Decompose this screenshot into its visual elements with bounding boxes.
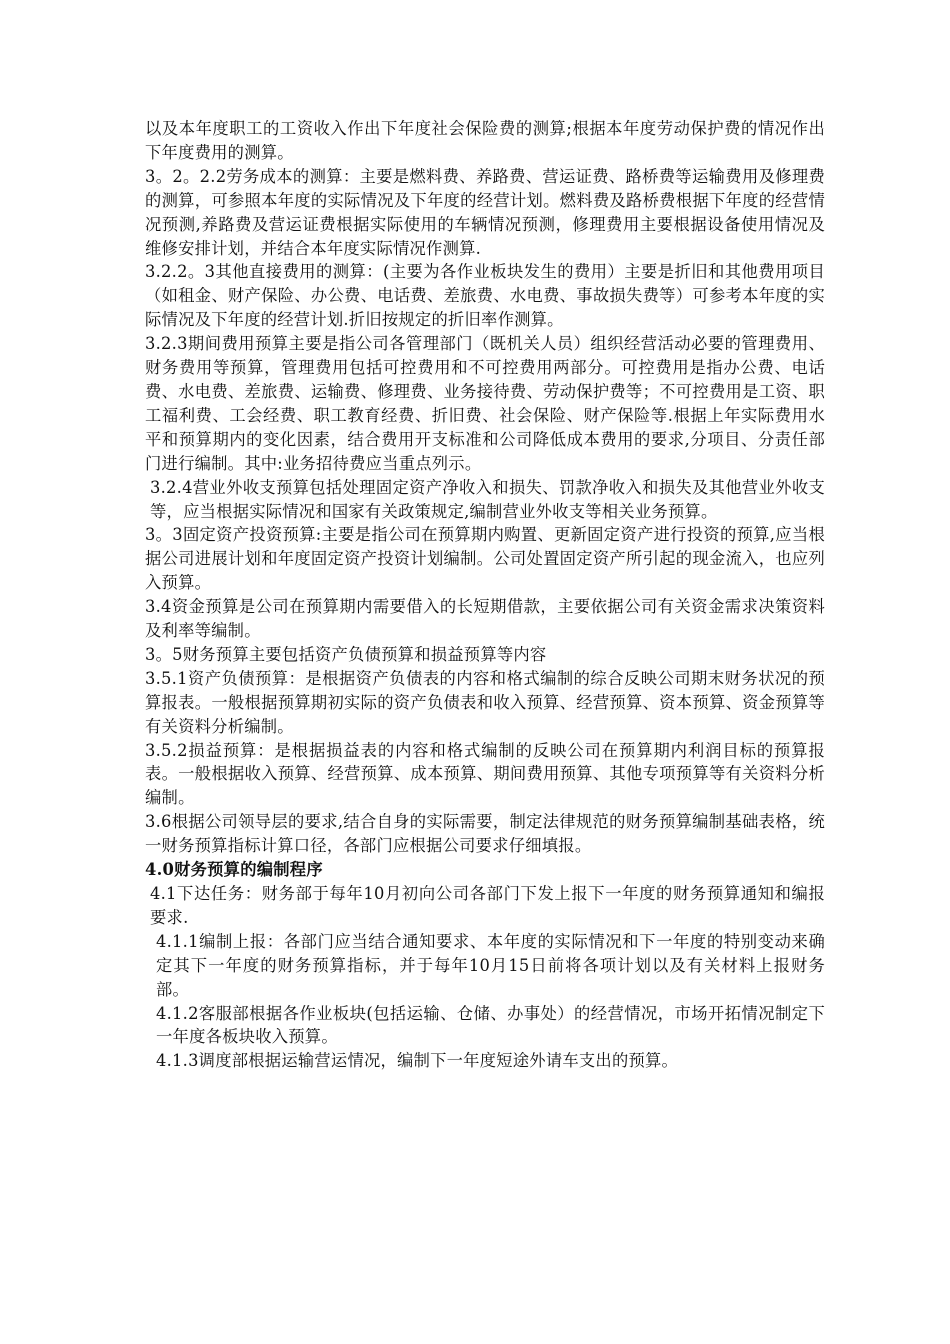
paragraph-3-2-2-2: 3。2。2.2劳务成本的测算：主要是燃料费、养路费、营运证费、路桥费等运输费用及修理费的测算，可参照本年度的实际情况及下年度的经营计划。燃料费及路桥费根据下年度的经营情况预测,养路费及营运证费根据实际使用的车辆情况预测，修理费用主要根据设备使用情况及维修安排计划，并结合本年度实际情况作测算. — [145, 166, 825, 258]
paragraph-4-1-3: 4.1.3调度部根据运输营运情况，编制下一年度短途外请车支出的预算。 — [156, 1051, 679, 1071]
paragraph-3-4: 3.4资金预算是公司在预算期内需要借入的长短期借款，主要依据公司有关资金需求决策资料及利率等编制。 — [145, 597, 825, 641]
paragraph-4-1-2: 4.1.2客服部根据各作业板块(包括运输、仓储、办事处）的经营情况，市场开拓情况制定下一年度各板块收入预算。 — [156, 1003, 825, 1047]
paragraph-social-insurance: 以及本年度职工的工资收入作出下年度社会保险费的测算;根据本年度劳动保护费的情况作出下年度费用的测算。 — [145, 119, 825, 162]
paragraph-3-5-1: 3.5.1资产负债预算：是根据资产负债表的内容和格式编制的综合反映公司期末财务状况的预算报表。一般根据预算期初实际的资产负债表和收入预算、经营预算、资本预算、资金预算等有关资料分析编制。 — [145, 668, 825, 736]
paragraph-4-1-1: 4.1.1编制上报：各部门应当结合通知要求、本年度的实际情况和下一年度的特别变动来确定其下一年度的财务预算指标，并于每年10月15日前将各项计划以及有关材料上报财务部。 — [156, 931, 825, 999]
paragraph-3-2-4: 3.2.4营业外收支预算包括处理固定资产净收入和损失、罚款净收入和损失及其他营业外收支等，应当根据实际情况和国家有关政策规定,编制营业外收支等相关业务预算。 — [150, 477, 825, 521]
paragraph-3-5-2: 3.5.2损益预算：是根据损益表的内容和格式编制的反映公司在预算期内利润目标的预算报表。一般根据收入预算、经营预算、成本预算、期间费用预算、其他专项预算等有关资料分析编制。 — [145, 740, 825, 808]
paragraph-3-5: 3。5财务预算主要包括资产负债预算和损益预算等内容 — [145, 644, 547, 664]
paragraph-4-1: 4.1下达任务：财务部于每年10月初向公司各部门下发上报下一年度的财务预算通知和编报要求. — [150, 884, 825, 927]
section-heading-4-0: 4.0财务预算的编制程序 — [145, 860, 323, 880]
document-body — [145, 117, 825, 1073]
paragraph-3-3: 3。3固定资产投资预算:主要是指公司在预算期内购置、更新固定资产进行投资的预算,应当根据公司进展计划和年度固定资产投资计划编制。公司处置固定资产所引起的现金流入，也应列入预算。 — [145, 525, 825, 593]
paragraph-3-6: 3.6根据公司领导层的要求,结合自身的实际需要，制定法律规范的财务预算编制基础表格，统一财务预算指标计算口径，各部门应根据公司要求仔细填报。 — [145, 812, 825, 856]
paragraph-3-2-2-3: 3.2.2。3其他直接费用的测算：(主要为各作业板块发生的费用）主要是折旧和其他费用项目（如租金、财产保险、办公费、电话费、差旅费、水电费、事故损失费等）可参考本年度的实际情况及下年度的经营计划.折旧按规定的折旧率作测算。 — [145, 262, 825, 330]
paragraph-3-2-3: 3.2.3期间费用预算主要是指公司各管理部门（既机关人员）组织经营活动必要的管理费用、财务费用等预算，管理费用包括可控费用和不可控费用两部分。可控费用是指办公费、电话费、水电费、差旅费、运输费、修理费、业务接待费、劳动保护费等；不可控费用是工资、职工福利费、工会经费、职工教育经费、折旧费、社会保险、财产保险等.根据上年实际费用水平和预算期内的变化因素，结合费用开支标准和公司降低成本费用的要求,分项目、分责任部门进行编制。其中:业务招待费应当重点列示。 — [145, 334, 825, 473]
